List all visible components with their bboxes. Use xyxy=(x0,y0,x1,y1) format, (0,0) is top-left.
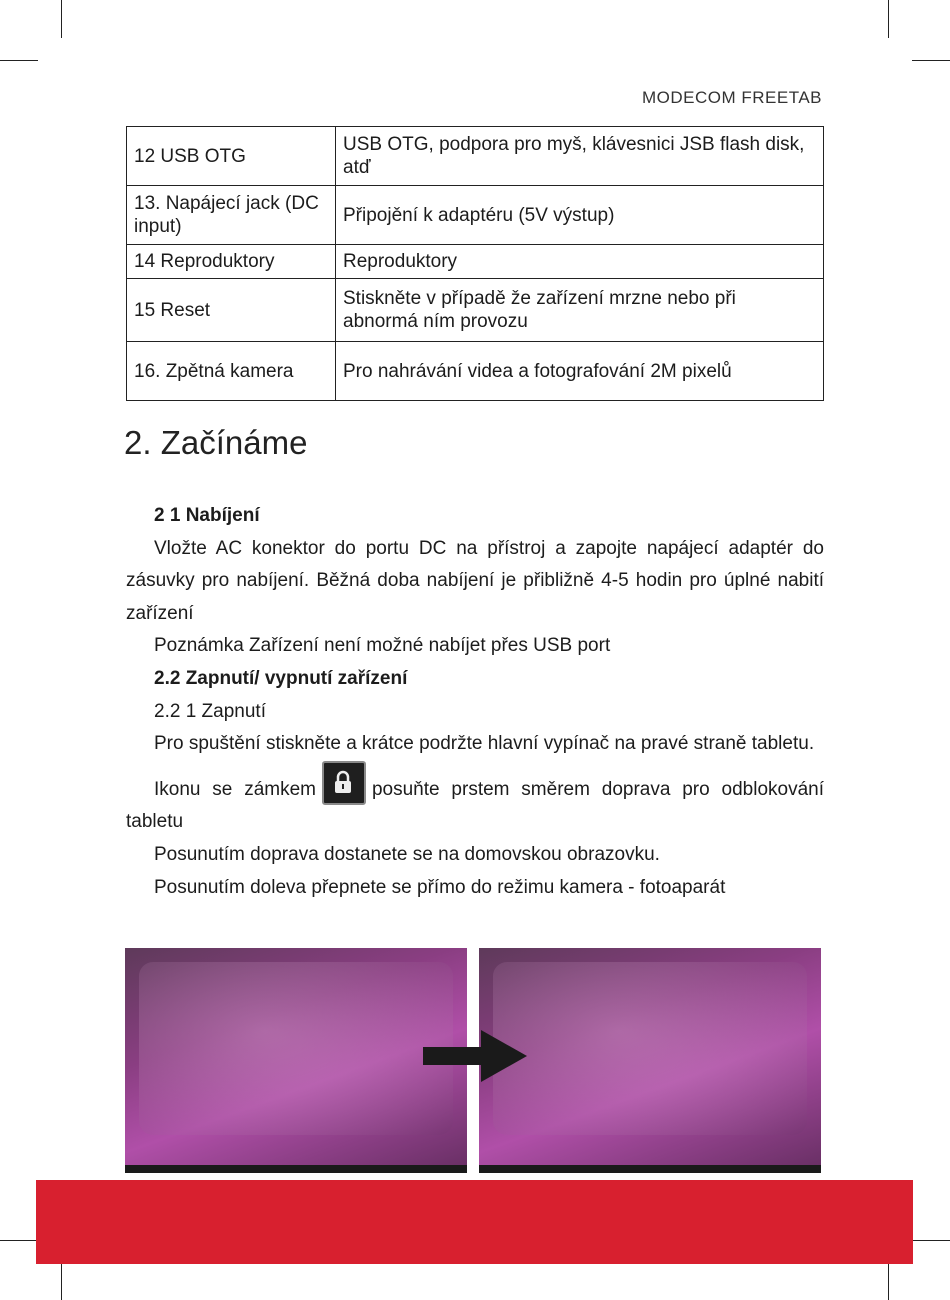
paragraph-unlock xyxy=(126,761,824,839)
crop-mark xyxy=(888,0,889,38)
crop-mark xyxy=(888,1262,889,1300)
unlock-text-a: Ikonu se zámkem xyxy=(154,778,316,800)
table-cell-desc: USB OTG, podpora pro myš, klávesnici JSB flash disk, atď xyxy=(336,127,824,186)
section-title: 2. Začínáme xyxy=(124,424,308,461)
body-text xyxy=(126,500,824,904)
table-row xyxy=(127,279,824,342)
paragraph-note: Poznámka Zařízení není možné nabíjet přes USB port xyxy=(154,635,611,657)
crop-mark xyxy=(61,0,62,38)
subheading-charging: 2 1 Nabíjení xyxy=(154,505,260,526)
subheading-power: 2.2 Zapnutí/ vypnutí zařízení xyxy=(154,667,408,689)
table-row xyxy=(127,342,824,401)
crop-mark xyxy=(0,1240,38,1241)
table-cell-desc: Pro nahrávání videa a fotografování 2M pixelů xyxy=(336,342,824,401)
table-cell-desc: Reproduktory xyxy=(336,245,824,279)
crop-mark xyxy=(0,60,38,61)
arrow-right-icon xyxy=(421,1028,529,1084)
unlock-text-b: posuňte prstem směrem doprava pro odblokování tabletu xyxy=(126,778,824,833)
header-brand: MODECOM FREETAB xyxy=(641,88,822,107)
paragraph-charging: Vložte AC konektor do portu DC na přístroj a zapojte napájecí adaptér do zásuvky pro nabíjení. Běžná doba nabíjení je přibližně 4-5 hodin pro úplné nabití zařízení xyxy=(126,537,824,624)
crop-mark xyxy=(61,1262,62,1300)
lock-screen-image xyxy=(125,948,467,1173)
footer-bar xyxy=(36,1180,913,1264)
paragraph-power-on: Pro spuštění stiskněte a krátce podržte hlavní vypínač na pravé straně tabletu. xyxy=(154,733,815,755)
subheading-power-on: 2.2 1 Zapnutí xyxy=(154,700,266,722)
crop-mark xyxy=(912,1240,950,1241)
paragraph-swipe-left: Posunutím doleva přepnete se přímo do režimu kamera - fotoaparát xyxy=(154,876,726,898)
table-cell-desc: Připojění k adaptéru (5V výstup) xyxy=(336,186,824,245)
table-row xyxy=(127,127,824,186)
table-cell-name: 13. Napájecí jack (DC input) xyxy=(127,186,336,245)
home-screen-image xyxy=(479,948,821,1173)
table-cell-desc: Stiskněte v případě že zařízení mrzne nebo při abnormá ním provozu xyxy=(336,279,824,342)
table-cell-name: 12 USB OTG xyxy=(127,127,336,186)
table-cell-name: 15 Reset xyxy=(127,279,336,342)
table-row xyxy=(127,186,824,245)
table-cell-name: 16. Zpětná kamera xyxy=(127,342,336,401)
screenshots xyxy=(125,948,822,1173)
lock-icon xyxy=(322,761,366,805)
paragraph-swipe-right: Posunutím doprava dostanete se na domovskou obrazovku. xyxy=(154,843,660,865)
table-cell-name: 14 Reproduktory xyxy=(127,245,336,279)
spec-table xyxy=(126,126,824,401)
crop-mark xyxy=(912,60,950,61)
table-row xyxy=(127,245,824,279)
